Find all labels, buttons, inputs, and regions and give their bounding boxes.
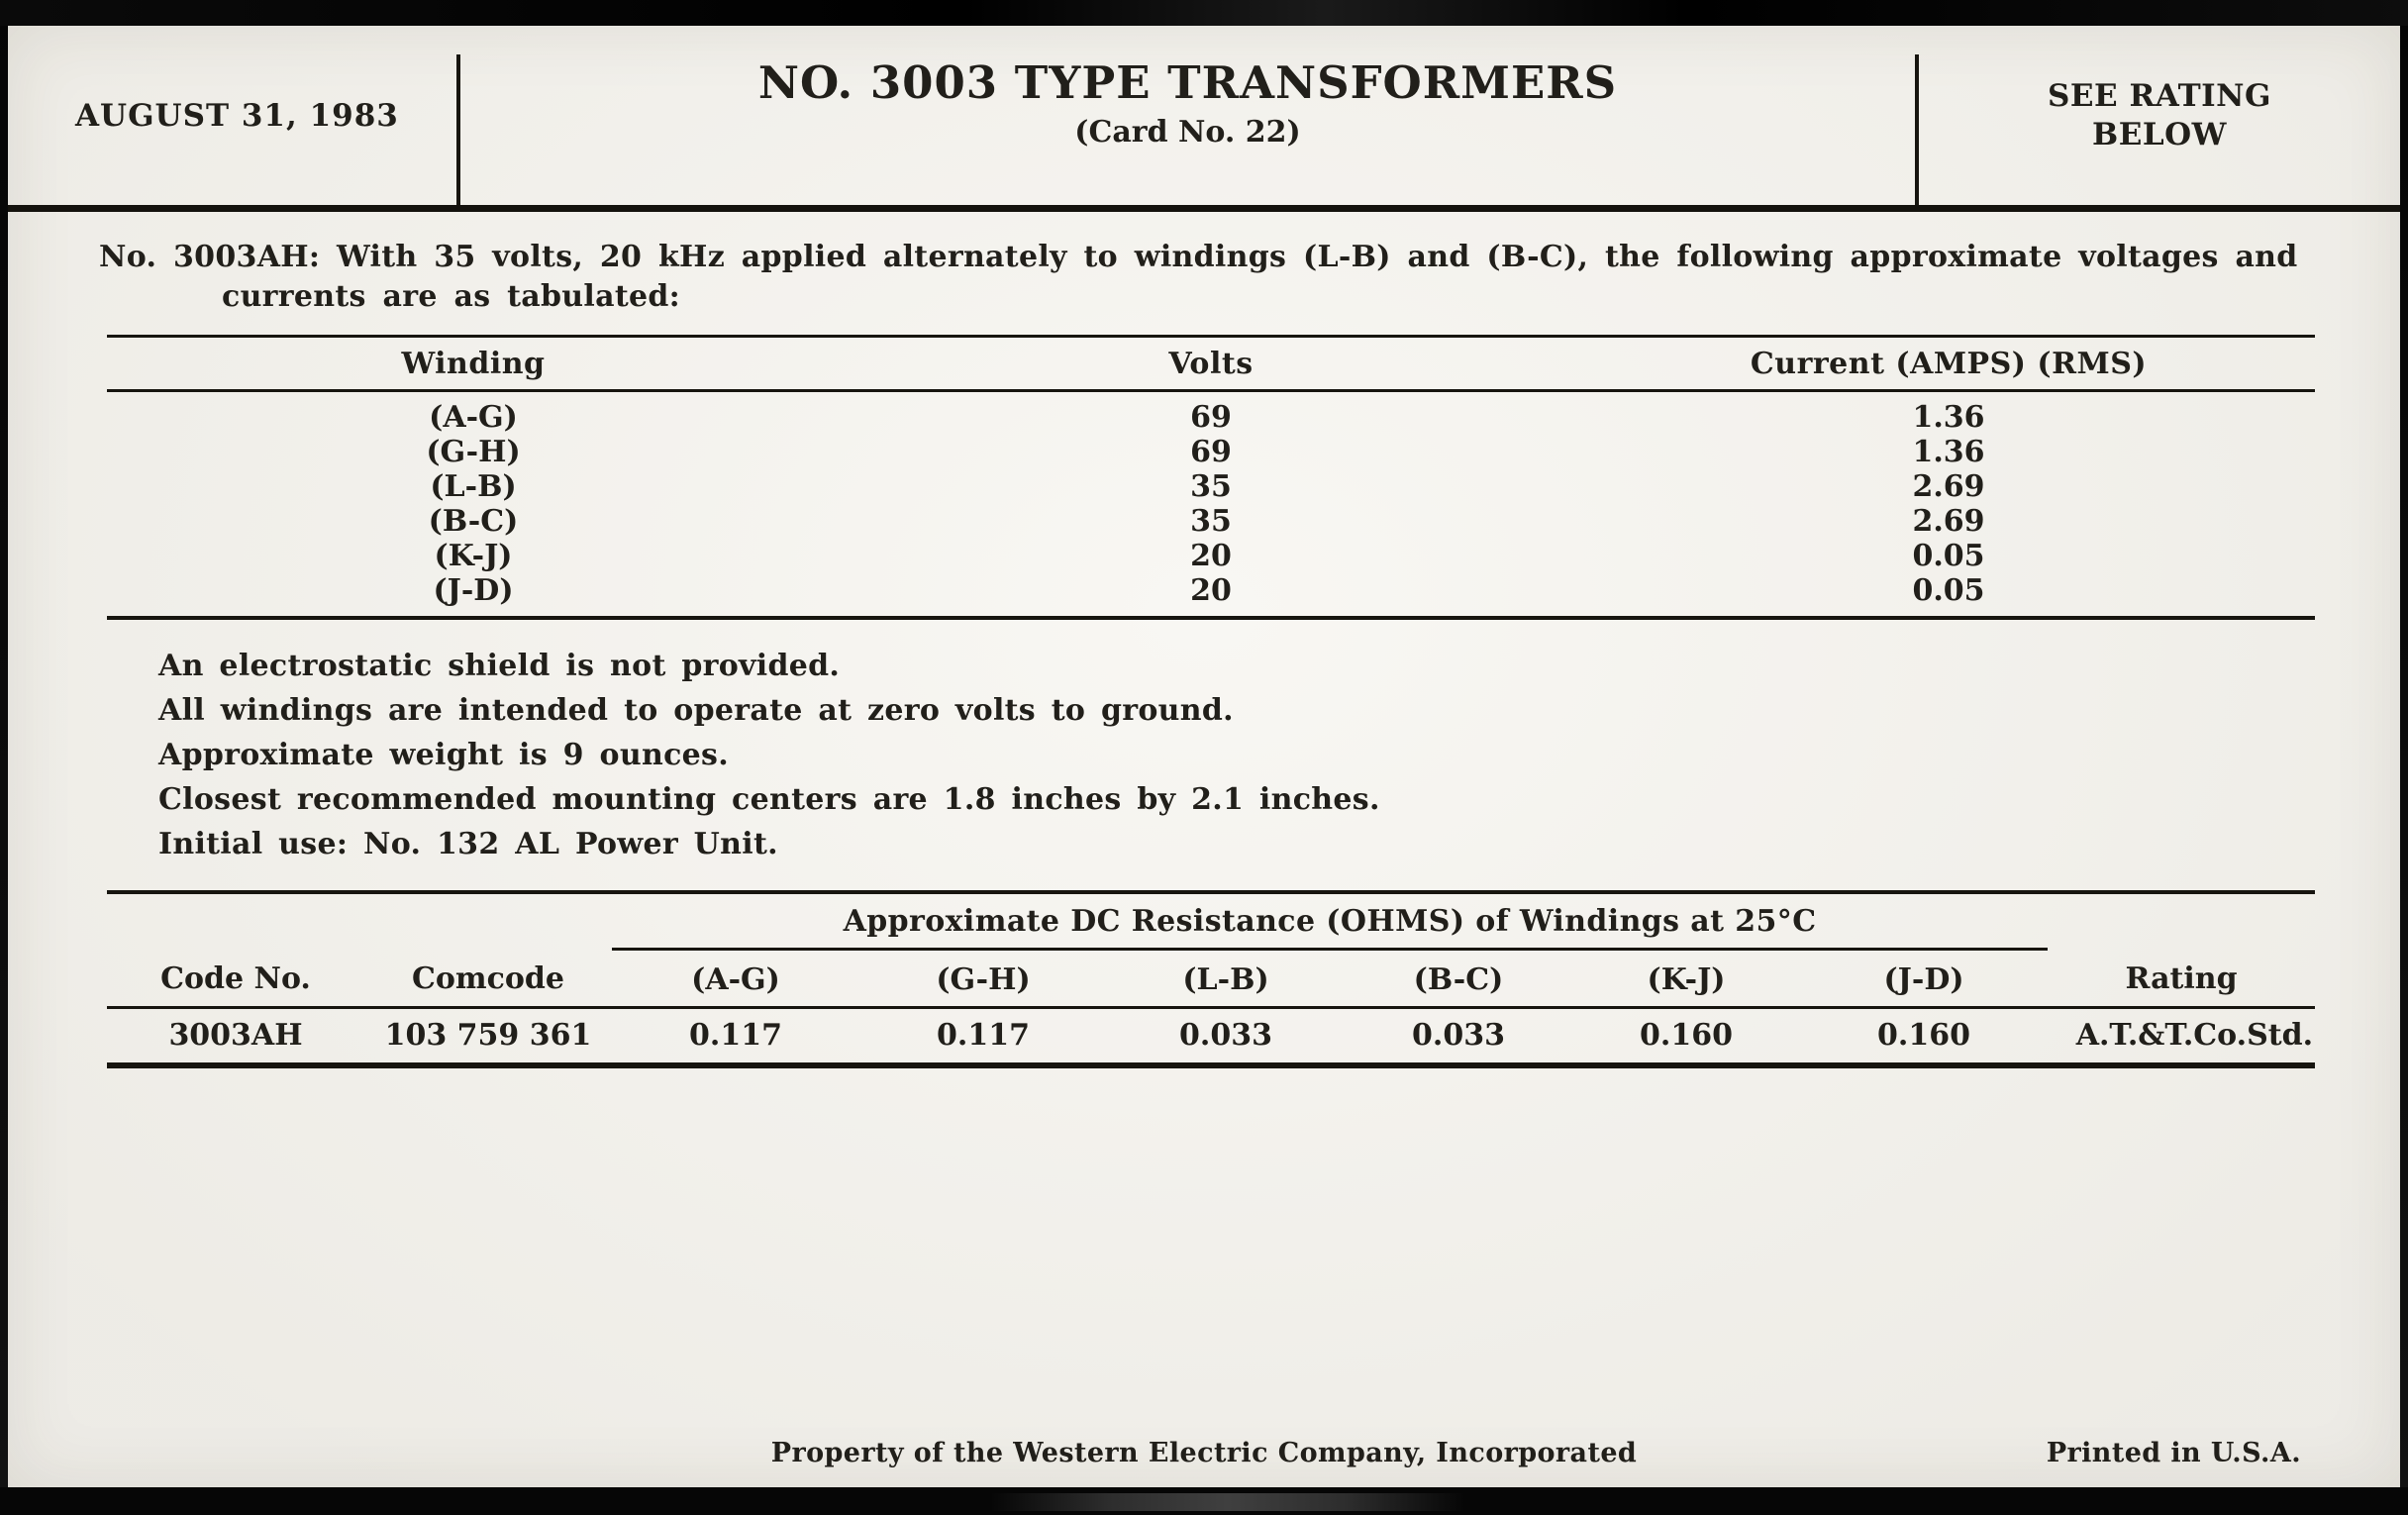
resistance-j-d-cell: 0.160 [1877, 1018, 1970, 1053]
scan-smudge [990, 1493, 1465, 1511]
current-cell: 1.36 [1912, 400, 1985, 435]
resistance-col-rating: Rating [2048, 950, 2315, 1008]
intro-line-2: currents are as tabulated: [222, 279, 681, 314]
resistance-g-h-cell: 0.117 [937, 1018, 1030, 1053]
winding-cell: (B-C) [428, 504, 519, 539]
resistance-col-k-j: (K-J) [1572, 950, 1800, 1008]
resistance-k-j-cell: 0.160 [1640, 1018, 1733, 1053]
note-item: All windings are intended to operate at zero volts to ground. [158, 693, 1234, 728]
table-row [107, 469, 2315, 504]
card-title: NO. 3003 TYPE TRANSFORMERS [757, 56, 1618, 109]
note-item: Closest recommended mounting centers are 1.8 inches by 2.1 inches. [158, 782, 1380, 817]
voltage-col-winding: Winding [107, 338, 840, 391]
resistance-group-header-row [107, 894, 2315, 950]
intro-line-1: No. 3003AH: With 35 volts, 20 kHz applied alternately to windings (L-B) and (B-C), the following approximate voltages and [99, 240, 2298, 274]
card-date: AUGUST 31, 1983 [75, 97, 399, 134]
note-item: An electrostatic shield is not provided. [158, 649, 841, 683]
resistance-l-b-cell: 0.033 [1179, 1018, 1272, 1053]
resistance-b-c-cell: 0.033 [1412, 1018, 1505, 1053]
card-footer [107, 1438, 2301, 1473]
resistance-table [107, 890, 2315, 1068]
table-row [107, 391, 2315, 436]
winding-cell: (A-G) [429, 400, 518, 435]
voltage-table-header-row [107, 338, 2315, 391]
note-item: Initial use: No. 132 AL Power Unit. [158, 827, 778, 861]
volts-cell: 20 [1190, 573, 1232, 608]
volts-cell: 69 [1190, 435, 1232, 469]
resistance-a-g-cell: 0.117 [689, 1018, 782, 1053]
resistance-col-g-h: (G-H) [859, 950, 1107, 1008]
resistance-col-j-d: (J-D) [1800, 950, 2048, 1008]
resistance-columns-row [107, 950, 2315, 1008]
winding-cell: (J-D) [433, 573, 514, 608]
current-cell: 0.05 [1912, 539, 1985, 573]
voltage-table [107, 335, 2315, 620]
top-scan-band [0, 0, 2408, 26]
table-row [107, 1008, 2315, 1063]
voltage-col-current: Current (AMPS) (RMS) [1582, 338, 2315, 391]
group-header-spacer-left [107, 894, 612, 950]
resistance-col-l-b: (L-B) [1107, 950, 1345, 1008]
property-note: Property of the Western Electric Company, Incorporated [770, 1438, 1638, 1468]
table-row [107, 539, 2315, 573]
rating-note-line2: BELOW [2092, 116, 2227, 152]
code-no-cell: 3003AH [168, 1018, 303, 1053]
volts-cell: 35 [1190, 469, 1232, 504]
winding-cell: (G-H) [426, 435, 521, 469]
volts-cell: 20 [1190, 539, 1232, 573]
notes-list [158, 644, 2400, 866]
winding-cell: (K-J) [434, 539, 513, 573]
printed-note: Printed in U.S.A. [2046, 1438, 2301, 1468]
resistance-col-a-g: (A-G) [612, 950, 859, 1008]
volts-cell: 35 [1190, 504, 1232, 539]
resistance-group-header: Approximate DC Resistance (OHMS) of Windings at 25°C [612, 894, 2048, 950]
table-row [107, 435, 2315, 469]
resistance-col-code-no: Code No. [107, 950, 364, 1008]
voltage-col-volts: Volts [840, 338, 1582, 391]
intro-paragraph [99, 238, 2305, 317]
resistance-col-b-c: (B-C) [1345, 950, 1572, 1008]
resistance-col-comcode: Comcode [364, 950, 612, 1008]
comcode-cell: 103 759 361 [384, 1018, 592, 1053]
card-title-block [460, 26, 1915, 205]
card-paper [8, 26, 2400, 1487]
rating-cell: A.T.&T.Co.Std. [2075, 1018, 2314, 1053]
card-header [8, 26, 2400, 212]
card-subtitle: (Card No. 22) [1074, 115, 1301, 150]
rating-note-line1: SEE RATING [2048, 77, 2271, 114]
rating-note [1919, 26, 2400, 205]
current-cell: 2.69 [1912, 469, 1985, 504]
note-item: Approximate weight is 9 ounces. [158, 738, 729, 772]
winding-cell: (L-B) [430, 469, 517, 504]
current-cell: 0.05 [1912, 573, 1985, 608]
bottom-scan-band [0, 1487, 2408, 1515]
current-cell: 2.69 [1912, 504, 1985, 539]
group-header-spacer-right [2048, 894, 2315, 950]
table-row [107, 504, 2315, 539]
volts-cell: 69 [1190, 400, 1232, 435]
table-row [107, 573, 2315, 616]
current-cell: 1.36 [1912, 435, 1985, 469]
